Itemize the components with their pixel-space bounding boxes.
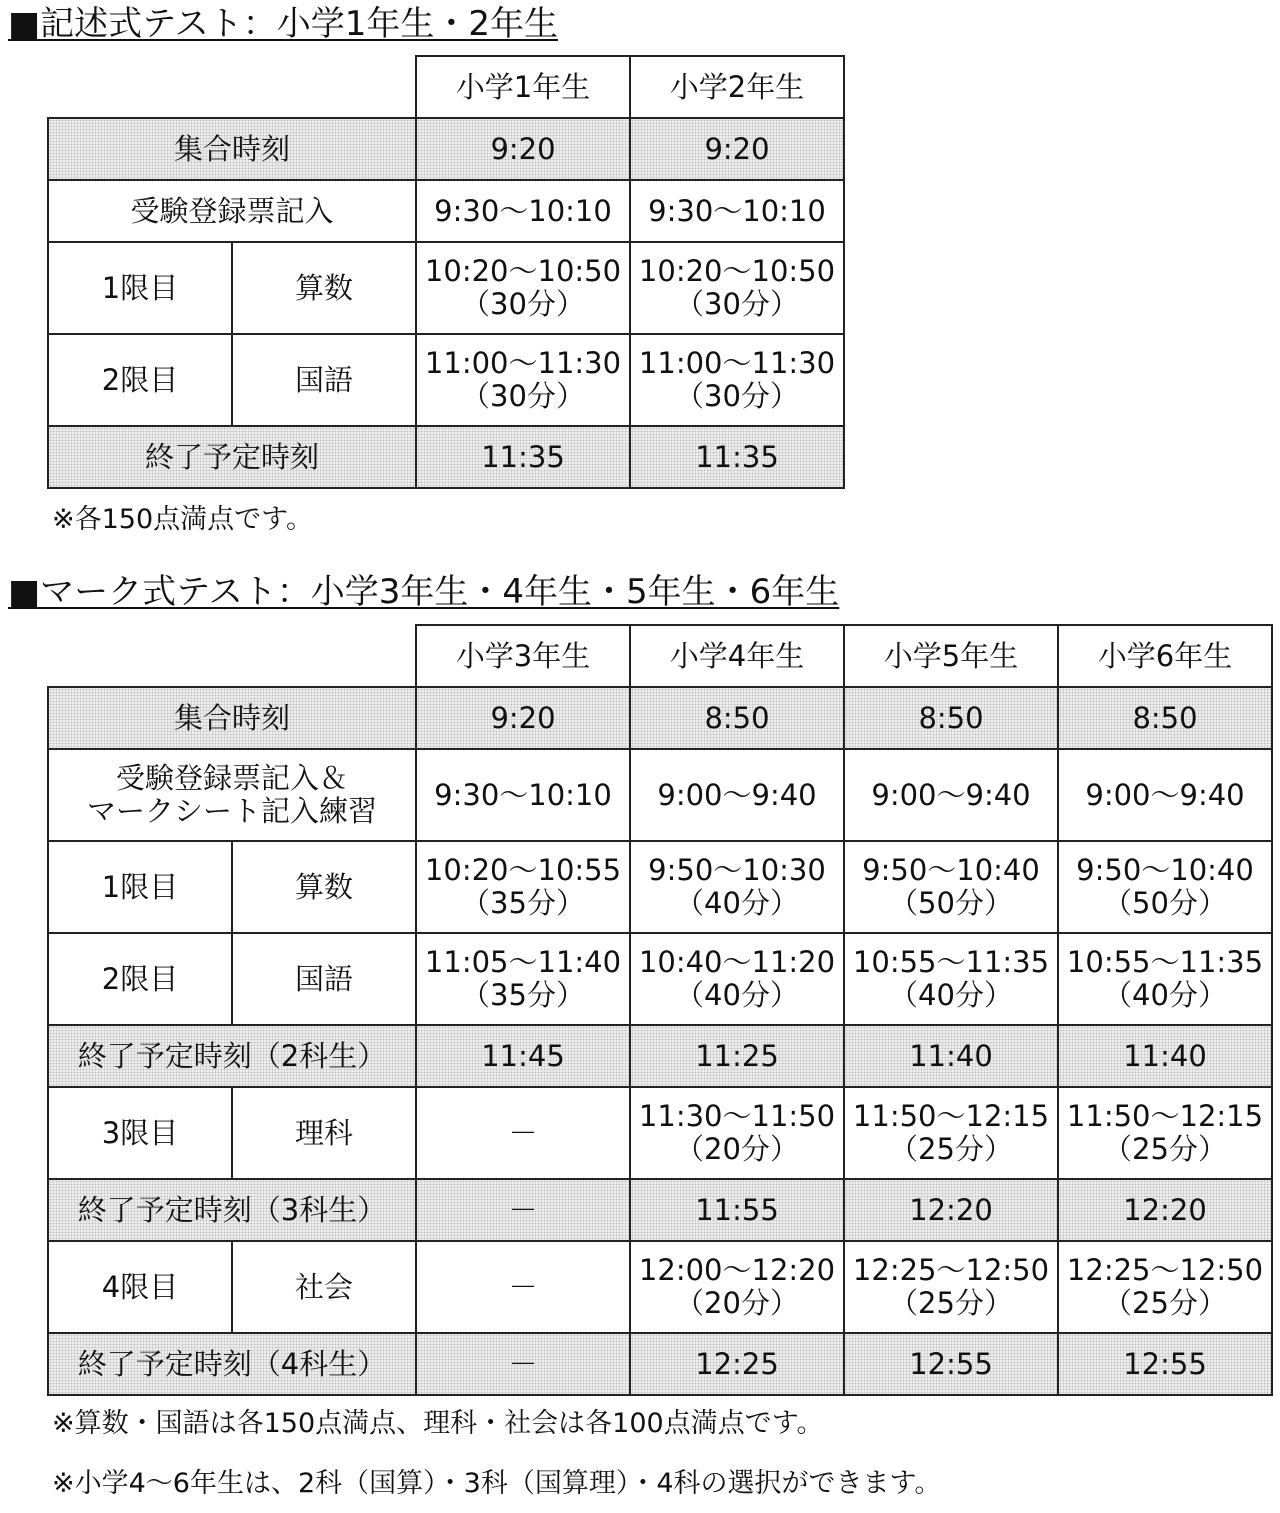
grade-header: 小学1年生 [416,56,630,118]
duration: （40分） [675,886,799,920]
time-range: 12:00～12:20 [638,1253,836,1287]
section1-title: ■記述式テスト：小学1年生・2年生 [8,4,559,44]
time-range: 11:30～11:50 [638,1099,836,1133]
period-label: 2限目 [48,933,232,1025]
time-cell: 11:40 [844,1025,1058,1087]
row-label [48,749,416,841]
time-range: 11:00～11:30 [424,346,622,380]
time-cell: 9:30～10:10 [416,749,630,841]
time-cell [630,242,844,334]
time-cell: 8:50 [630,687,844,749]
register-row [48,749,1272,841]
time-range: 11:50～12:15 [1066,1099,1264,1133]
row-label: 集合時刻 [48,687,416,749]
duration: （20分） [675,1132,799,1166]
section2-note-scores: ※算数・国語は各150点満点、理科・社会は各100点満点です。 [52,1408,824,1439]
row-label: 集合時刻 [48,118,416,180]
duration: （40分） [1103,978,1227,1012]
row-label: 受験登録票記入 [48,180,416,242]
time-cell: 12:20 [1058,1179,1272,1241]
gather-row [48,118,844,180]
time-range: 12:25～12:50 [852,1253,1050,1287]
time-range: 10:40～11:20 [638,945,836,979]
end2-row [48,1025,1272,1087]
time-cell: 9:20 [416,687,630,749]
time-cell [416,242,630,334]
duration: （30分） [461,287,585,321]
grade-header: 小学3年生 [416,625,630,687]
time-range: 10:20～10:50 [424,254,622,288]
time-cell: 11:25 [630,1025,844,1087]
duration: （30分） [675,287,799,321]
duration: （25分） [889,1286,1013,1320]
period1-row [48,841,1272,933]
dash-cell: － [416,1241,630,1333]
time-range: 9:50～10:40 [862,853,1040,887]
period-label: 3限目 [48,1087,232,1179]
time-cell [844,1087,1058,1179]
time-cell [844,1241,1058,1333]
subject-label: 国語 [232,334,416,426]
period1-row [48,242,844,334]
time-cell: 9:00～9:40 [630,749,844,841]
register-row [48,180,844,242]
duration: （40分） [889,978,1013,1012]
subject-label: 算数 [232,841,416,933]
time-cell: 12:25 [630,1333,844,1395]
period-label: 2限目 [48,334,232,426]
time-cell: 9:30～10:10 [630,180,844,242]
duration: （50分） [1103,886,1227,920]
duration: （30分） [461,379,585,413]
grade-header: 小学5年生 [844,625,1058,687]
row-label-line: マークシート記入練習 [86,794,377,828]
time-cell: 11:45 [416,1025,630,1087]
time-range: 9:50～10:30 [648,853,826,887]
row-label: 終了予定時刻（2科生） [48,1025,416,1087]
period4-row [48,1241,1272,1333]
subject-label: 理科 [232,1087,416,1179]
section1-note: ※各150点満点です。 [52,504,313,535]
time-cell: 12:55 [844,1333,1058,1395]
time-cell: 9:00～9:40 [844,749,1058,841]
duration: （25分） [1103,1132,1227,1166]
row-label-line: 受験登録票記入＆ [115,761,348,795]
row-label: 終了予定時刻 [48,426,416,488]
time-cell: 8:50 [1058,687,1272,749]
time-range: 11:50～12:15 [852,1099,1050,1133]
time-cell: 11:35 [630,426,844,488]
time-cell [844,841,1058,933]
time-range: 12:25～12:50 [1066,1253,1264,1287]
period-label: 4限目 [48,1241,232,1333]
end4-row [48,1333,1272,1395]
time-cell [1058,1087,1272,1179]
time-cell: 12:20 [844,1179,1058,1241]
end3-row [48,1179,1272,1241]
time-range: 10:20～10:55 [424,853,622,887]
time-cell [844,933,1058,1025]
end-row [48,426,844,488]
time-cell: － [416,1179,630,1241]
grade-header: 小学2年生 [630,56,844,118]
duration: （20分） [675,1286,799,1320]
subject-label: 国語 [232,933,416,1025]
gather-row [48,687,1272,749]
time-cell: 9:30～10:10 [416,180,630,242]
duration: （50分） [889,886,1013,920]
time-range: 10:55～11:35 [852,945,1050,979]
header-row [48,625,1272,687]
time-cell: 9:20 [630,118,844,180]
time-cell [416,334,630,426]
time-cell [1058,933,1272,1025]
period2-row [48,933,1272,1025]
time-cell [630,1087,844,1179]
time-cell [630,334,844,426]
duration: （40分） [675,978,799,1012]
dash-cell: － [416,1087,630,1179]
header-row [48,56,844,118]
time-range: 11:00～11:30 [638,346,836,380]
period3-row [48,1087,1272,1179]
time-cell [1058,841,1272,933]
section1-schedule-table [47,55,845,489]
duration: （35分） [461,978,585,1012]
time-cell: 9:00～9:40 [1058,749,1272,841]
duration: （25分） [1103,1286,1227,1320]
time-range: 9:50～10:40 [1076,853,1254,887]
time-cell: 8:50 [844,687,1058,749]
row-label: 終了予定時刻（4科生） [48,1333,416,1395]
period2-row [48,334,844,426]
duration: （30分） [675,379,799,413]
grade-header: 小学6年生 [1058,625,1272,687]
time-range: 10:20～10:50 [638,254,836,288]
grade-header: 小学4年生 [630,625,844,687]
time-cell: 12:55 [1058,1333,1272,1395]
time-cell: 11:35 [416,426,630,488]
duration: （35分） [461,886,585,920]
time-cell [630,933,844,1025]
time-cell: 11:40 [1058,1025,1272,1087]
row-label: 終了予定時刻（3科生） [48,1179,416,1241]
period-label: 1限目 [48,841,232,933]
time-range: 10:55～11:35 [1066,945,1264,979]
section2-note-subject-choice: ※小学4～6年生は、2科（国算）・3科（国算理）・4科の選択ができます。 [52,1468,942,1499]
time-range: 11:05～11:40 [424,945,622,979]
period-label: 1限目 [48,242,232,334]
time-cell [1058,1241,1272,1333]
time-cell [630,1241,844,1333]
time-cell [416,933,630,1025]
subject-label: 社会 [232,1241,416,1333]
subject-label: 算数 [232,242,416,334]
time-cell [416,841,630,933]
time-cell: 9:20 [416,118,630,180]
duration: （25分） [889,1132,1013,1166]
section2-title: ■マーク式テスト：小学3年生・4年生・5年生・6年生 [8,572,840,612]
time-cell [630,841,844,933]
time-cell: 11:55 [630,1179,844,1241]
time-cell: － [416,1333,630,1395]
section2-schedule-table [47,624,1273,1396]
